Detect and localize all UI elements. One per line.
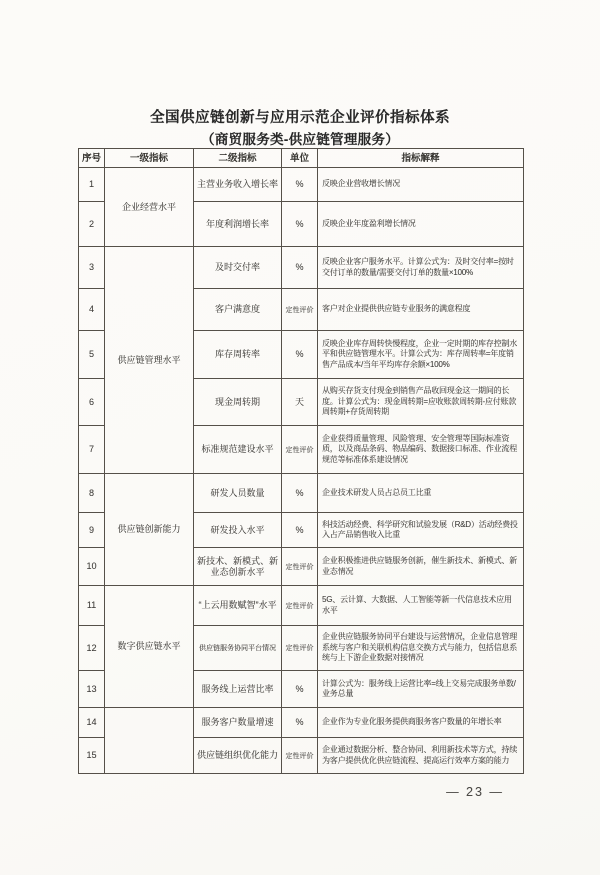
document-title: 全国供应链创新与应用示范企业评价指标体系 [150,110,450,126]
level2-indicator-label: 标准规范建设水平 [201,444,274,454]
unit-label: 定性评价 [285,446,314,454]
unit-label: % [295,683,304,694]
level2-indicator-label: 及时交付率 [214,262,260,272]
level2-indicator-label: 服务客户数量增速 [201,717,274,727]
level2-indicator-cell [194,708,282,738]
row-number-cell: 7 [79,426,105,474]
unit-cell [282,513,318,548]
explanation-cell: 科技活动经费、科学研究和试验发展（R&D）活动经费投入占产品销售收入比重 [318,513,524,548]
level2-indicator-label: 研发投入水平 [210,524,265,535]
row-number-cell: 3 [79,247,105,289]
level2-indicator-cell [194,626,282,671]
title-block [0,106,600,148]
level1-indicator-cell: 供应链管理水平 [105,247,194,474]
unit-cell [282,247,318,289]
level2-indicator-cell [194,289,282,331]
explanation-cell: 企业供应链服务协同平台建设与运营情况，企业信息管理系统与客户和关联机构信息交换方式与能力，包括信息系统与上下游企业数据对接情况 [318,626,524,671]
unit-cell [282,474,318,513]
unit-cell [282,168,318,202]
level1-indicator-cell: 供应链创新能力 [105,474,194,586]
row-number-cell: 13 [79,671,105,708]
unit-cell [282,548,318,586]
unit-label: 定性评价 [285,645,314,652]
explanation-cell: 5G、云计算、大数据、人工智能等新一代信息技术应用水平 [318,586,524,626]
level1-indicator-cell: 企业经营水平 [105,168,194,247]
unit-label: % [295,487,304,498]
column-header: 指标解释 [318,149,524,168]
unit-cell [282,626,318,671]
unit-label: 定性评价 [285,752,314,760]
document-subtitle: （商贸服务类-供应链管理服务） [201,132,399,147]
level2-indicator-label: 新技术、新模式、新业态创新水平 [197,555,279,577]
row-number-cell: 15 [79,738,105,774]
unit-label: % [295,218,304,229]
unit-cell [282,426,318,474]
explanation-cell: 反映企业营收增长情况 [318,168,524,202]
unit-label: 定性评价 [285,602,314,610]
unit-cell [282,708,318,738]
unit-cell [282,586,318,626]
row-number-cell: 11 [79,586,105,626]
unit-label: 定性评价 [285,306,314,314]
level2-indicator-cell [194,168,282,202]
unit-label: % [295,179,304,189]
level1-indicator-cell [105,708,194,774]
level2-indicator-label: 客户满意度 [214,304,260,314]
row-number-cell: 5 [79,331,105,379]
row-number-cell: 12 [79,626,105,671]
explanation-cell: 企业获得质量管理、风险管理、安全管理等国际标准资质，以及商品条码、物品编码、数据接口标准、作业流程规范等标准体系建设情况 [318,426,524,474]
explanation-cell: 从购买存货支付现金到销售产品收回现金这一期间的长度。计算公式为：现金周转期=应收账款周转期-应付账款周转期+存货周转期 [318,379,524,426]
explanation-cell: 企业技术研发人员占总员工比重 [318,474,524,513]
unit-label: 天 [294,396,304,407]
unit-label: % [295,262,304,272]
explanation-cell: 客户对企业提供供应链专业服务的满意程度 [318,289,524,331]
unit-cell [282,738,318,774]
level2-indicator-label: 供应链服务协同平台情况 [199,645,276,652]
column-header: 序号 [79,149,105,168]
explanation-cell: 计算公式为：服务线上运营比率=线上交易完成服务单数/业务总量 [318,671,524,708]
explanation-cell: 企业作为专业化服务提供商服务客户数量的年增长率 [318,708,524,738]
level2-indicator-label: 研发人员数量 [210,487,265,498]
unit-cell [282,671,318,708]
level2-indicator-cell [194,586,282,626]
explanation-cell: 反映企业年度盈利增长情况 [318,202,524,247]
column-header: 一级指标 [105,149,194,168]
indicator-table [78,148,524,774]
row-number-cell: 9 [79,513,105,548]
explanation-cell: 反映企业库存周转快慢程度，企业一定时期的库存控制水平和供应链管理水平。计算公式为：库存周转率=年度销售产品成本/当年平均库存余额×100% [318,331,524,379]
unit-label: % [295,349,304,359]
level2-indicator-cell [194,379,282,426]
level2-indicator-label: 主营业务收入增长率 [197,179,279,189]
unit-cell [282,379,318,426]
unit-cell [282,289,318,331]
level2-indicator-cell [194,331,282,379]
level2-indicator-cell [194,548,282,586]
table-body [79,168,524,774]
level2-indicator-label: 服务线上运营比率 [201,683,274,694]
level2-indicator-cell [194,247,282,289]
level2-indicator-cell [194,513,282,548]
unit-label: % [295,717,304,727]
explanation-cell: 反映企业客户服务水平。计算公式为：及时交付率=按时交付订单的数量/需要交付订单的数量×100% [318,247,524,289]
row-number-cell: 10 [79,548,105,586]
table-row [79,247,524,289]
level2-indicator-label: “上云用数赋智”水平 [198,600,277,610]
level2-indicator-cell [194,426,282,474]
unit-cell [282,202,318,247]
level2-indicator-cell [194,202,282,247]
table-row [79,586,524,626]
level2-indicator-label: 现金周转期 [214,396,260,407]
row-number-cell: 2 [79,202,105,247]
page-number: — 23 — [446,785,504,799]
explanation-cell: 企业通过数据分析、整合协同、利用新技术等方式，持续为客户提供优化供应链流程、提高运行效率方案的能力 [318,738,524,774]
row-number-cell: 14 [79,708,105,738]
row-number-cell: 8 [79,474,105,513]
level2-indicator-cell [194,671,282,708]
unit-cell [282,331,318,379]
row-number-cell: 1 [79,168,105,202]
column-header: 二级指标 [194,149,282,168]
level1-indicator-cell: 数字供应链水平 [105,586,194,708]
unit-label: % [295,524,304,535]
explanation-cell: 企业积极推进供应链服务创新，催生新技术、新模式、新业态情况 [318,548,524,586]
table-header-row [79,149,524,168]
level2-indicator-cell [194,738,282,774]
level2-indicator-label: 年度利润增长率 [205,218,269,229]
table-row [79,708,524,738]
column-header: 单位 [282,149,318,168]
table-row [79,168,524,202]
unit-label: 定性评价 [285,563,314,571]
level2-indicator-label: 库存周转率 [214,349,260,359]
table-row [79,474,524,513]
level2-indicator-cell [194,474,282,513]
level2-indicator-label: 供应链组织优化能力 [197,750,279,760]
row-number-cell: 4 [79,289,105,331]
row-number-cell: 6 [79,379,105,426]
